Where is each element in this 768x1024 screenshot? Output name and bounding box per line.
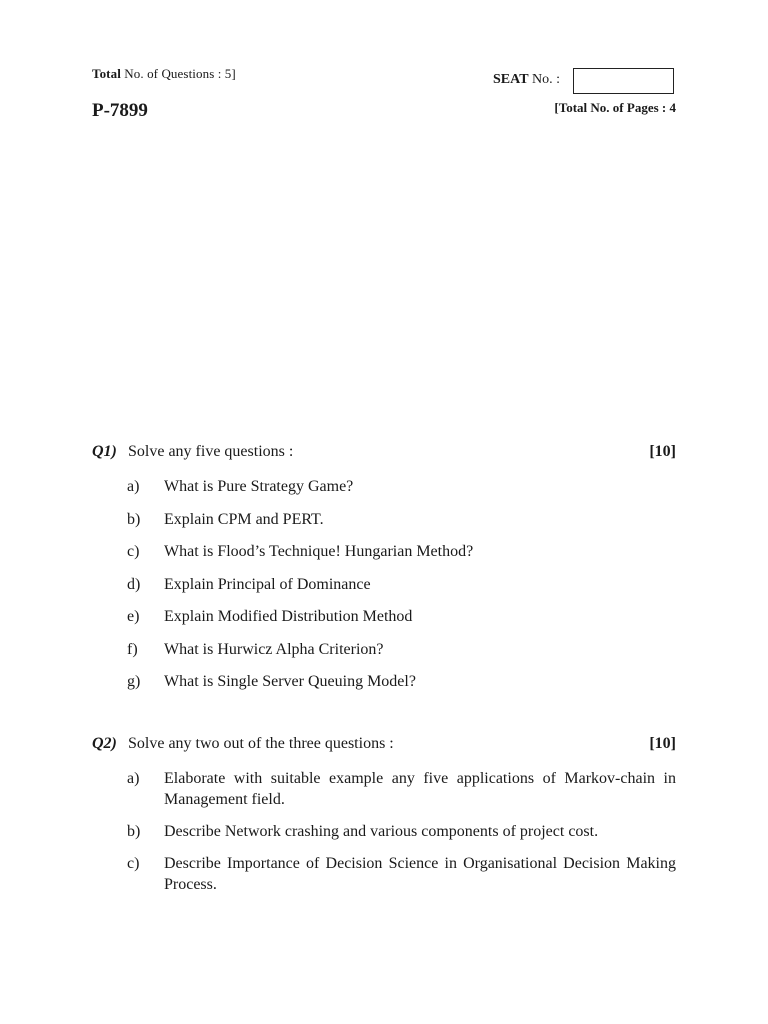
total-questions-word: Total (92, 66, 121, 81)
sub-question (92, 768, 676, 810)
paper-code: P-7899 (92, 100, 148, 121)
sub-question-text: Explain CPM and PERT. (164, 510, 324, 528)
sub-question (92, 476, 676, 497)
question-instruction: Solve any five questions : (128, 443, 294, 460)
sub-question-text: Describe Importance of Decision Science in Organisational Decision Making Process. (164, 855, 676, 893)
sub-question-text: What is Flood’s Technique! Hungarian Method? (164, 543, 474, 560)
sub-question-text: Explain Modified Distribution Method (164, 608, 413, 625)
question-2 (92, 735, 676, 906)
total-pages-label: [Total No. of Pages : 4 (554, 100, 676, 115)
question-number: Q2) (92, 735, 117, 752)
sub-question-letter: b) (127, 823, 141, 840)
sub-question-letter: f) (127, 640, 138, 658)
sub-question-list (92, 476, 676, 692)
sub-question-letter: b) (127, 510, 141, 528)
seat-word: SEAT (493, 72, 529, 87)
sub-question-list (92, 768, 676, 895)
sub-question (92, 509, 676, 530)
sub-question (92, 606, 676, 627)
seat-number-label (493, 72, 560, 88)
question-header (92, 735, 676, 759)
sub-question-text: What is Hurwicz Alpha Criterion? (164, 640, 384, 658)
sub-question (92, 574, 676, 595)
sub-question-letter: a) (127, 478, 140, 495)
sub-question-text: Elaborate with suitable example any five applications of Markov-chain in Management field. (164, 770, 676, 808)
total-questions-label (92, 66, 236, 82)
sub-question-text: Explain Principal of Dominance (164, 575, 371, 593)
sub-question-text: What is Single Server Queuing Model? (164, 673, 416, 690)
seat-number-box[interactable] (573, 68, 674, 94)
question-1 (92, 443, 676, 704)
sub-question (92, 671, 676, 692)
sub-question (92, 853, 676, 895)
sub-question (92, 639, 676, 660)
sub-question-text: Describe Network crashing and various components of project cost. (164, 823, 599, 840)
seat-label-rest: No. : (532, 72, 561, 87)
sub-question-letter: c) (127, 543, 140, 560)
question-header (92, 443, 676, 467)
sub-question (92, 541, 676, 562)
sub-question-letter: d) (127, 575, 141, 593)
question-marks: [10] (649, 443, 676, 460)
sub-question-letter: e) (127, 608, 140, 625)
sub-question-letter: g) (127, 673, 141, 690)
question-marks: [10] (649, 735, 676, 752)
question-number: Q1) (92, 443, 117, 460)
sub-question-letter: a) (127, 770, 140, 787)
sub-question-letter: c) (127, 855, 140, 872)
total-questions-rest: No. of Questions : 5] (124, 66, 236, 81)
sub-question-text: What is Pure Strategy Game? (164, 478, 354, 495)
question-instruction: Solve any two out of the three questions : (128, 735, 394, 752)
sub-question (92, 821, 676, 842)
